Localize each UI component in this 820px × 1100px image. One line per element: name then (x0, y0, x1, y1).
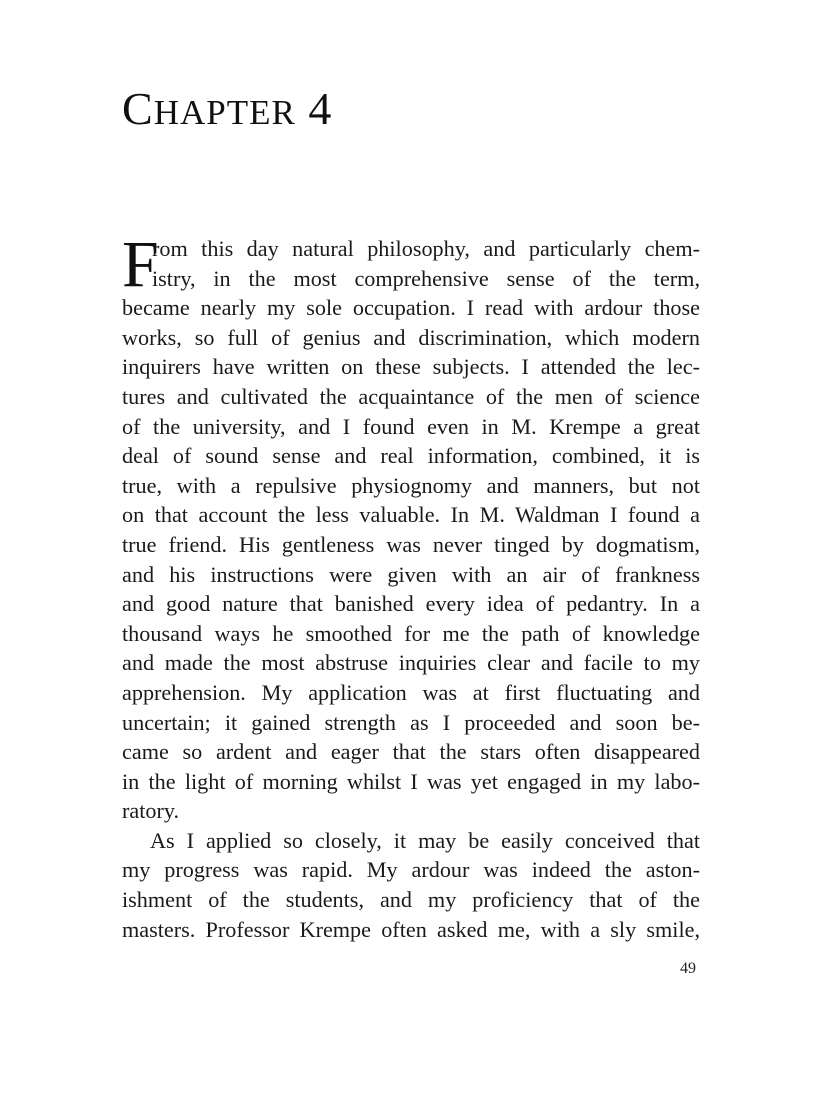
chapter-body (122, 228, 700, 944)
text-line: inquirers have written on these subjects. I attended the lec- (122, 354, 700, 380)
text-line: tures and cultivated the acquaintance of the men of science (122, 383, 700, 409)
text-line: As I applied so closely, it may be easily conceived that (150, 827, 700, 853)
text-line: works, so full of genius and discrimination, which modern (122, 324, 700, 350)
text-line: thousand ways he smoothed for me the path of knowledge (122, 620, 700, 646)
text-line: in the light of morning whilst I was yet engaged in my labo- (122, 768, 700, 794)
text-line: became nearly my sole occupation. I read with ardour those (122, 295, 700, 321)
text-line: and good nature that banished every idea of pedantry. In a (122, 591, 700, 617)
chapter-title (122, 83, 333, 134)
text-line: true friend. His gentleness was never tinged by dogmatism, (122, 531, 700, 557)
drop-cap: F (122, 228, 159, 301)
text-line: ratory. (122, 798, 180, 824)
chapter-number: 4 (308, 83, 333, 134)
text-line: ishment of the students, and my proficiency that of the (122, 887, 700, 913)
text-line: on that account the less valuable. In M. Waldman I found a (122, 502, 700, 528)
text-line: apprehension. My application was at first fluctuating and (122, 679, 700, 705)
text-line: true, with a repulsive physiognomy and manners, but not (122, 472, 700, 498)
page-number: 49 (680, 960, 696, 977)
text-line: of the university, and I found even in M. Krempe a great (122, 413, 700, 439)
text-line: came so ardent and eager that the stars often disappeared (122, 739, 700, 765)
text-line: my progress was rapid. My ardour was indeed the aston- (122, 857, 700, 883)
chapter-title-rest: HAPTER (153, 93, 296, 132)
text-line: rom this day natural philosophy, and particularly chem- (152, 236, 700, 261)
text-line: istry, in the most comprehensive sense of the term, (152, 265, 700, 291)
text-line: and his instructions were given with an air of frankness (122, 561, 700, 587)
text-line: masters. Professor Krempe often asked me, with a sly smile, (122, 916, 700, 942)
chapter-title-initial: C (122, 83, 154, 134)
text-line: and made the most abstruse inquiries clear and facile to my (122, 650, 700, 676)
text-line: deal of sound sense and real information, combined, it is (122, 443, 700, 469)
text-line: uncertain; it gained strength as I proceeded and soon be- (122, 709, 700, 735)
